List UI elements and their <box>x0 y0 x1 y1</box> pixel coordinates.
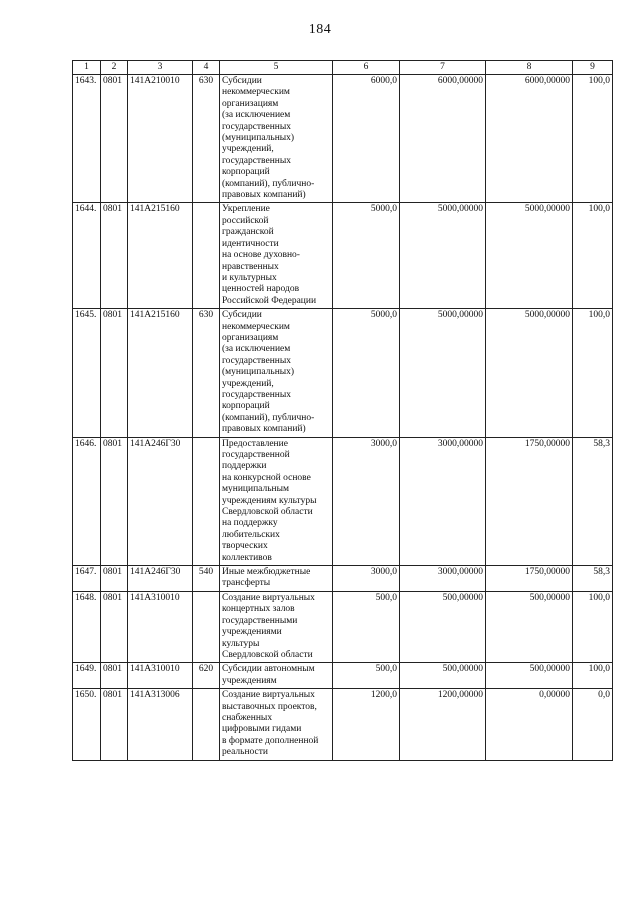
column-header: 7 <box>400 61 486 75</box>
table-row <box>73 663 613 689</box>
execution-percent: 100,0 <box>573 203 613 309</box>
section-code: 0801 <box>101 203 128 309</box>
expense-type: 540 <box>193 566 220 592</box>
planned-amount: 3000,0 <box>333 566 400 592</box>
planned-amount: 5000,0 <box>333 309 400 437</box>
target-code: 141A310010 <box>128 591 193 662</box>
execution-percent: 100,0 <box>573 591 613 662</box>
planned-amount: 500,0 <box>333 591 400 662</box>
description: Создание виртуальных концертных залов государственными учреждениями культуры Свердловской области <box>220 591 333 662</box>
executed-amount: 5000,00000 <box>486 309 573 437</box>
column-header: 6 <box>333 61 400 75</box>
expense-type <box>193 203 220 309</box>
column-header: 4 <box>193 61 220 75</box>
table-header-row <box>73 61 613 75</box>
description: Укрепление российской гражданской идентичности на основе духовно- нравственных и культурных ценностей народов Российской Федерации <box>220 203 333 309</box>
target-code: 141A313006 <box>128 689 193 760</box>
description: Предоставление государственной поддержки на конкурсной основе муниципальным учреждениям культуры Свердловской области на поддержку любительских творческих коллективов <box>220 437 333 565</box>
approved-amount: 500,00000 <box>400 663 486 689</box>
table-row <box>73 566 613 592</box>
target-code: 141A246Г30 <box>128 437 193 565</box>
section-code: 0801 <box>101 566 128 592</box>
execution-percent: 58,3 <box>573 437 613 565</box>
section-code: 0801 <box>101 689 128 760</box>
page-number: 184 <box>308 22 332 37</box>
description: Иные межбюджетные трансферты <box>220 566 333 592</box>
section-code: 0801 <box>101 591 128 662</box>
column-header: 9 <box>573 61 613 75</box>
table-row <box>73 203 613 309</box>
expense-type <box>193 689 220 760</box>
execution-percent: 0,0 <box>573 689 613 760</box>
planned-amount: 500,0 <box>333 663 400 689</box>
approved-amount: 5000,00000 <box>400 309 486 437</box>
row-number: 1643. <box>73 75 101 203</box>
execution-percent: 100,0 <box>573 309 613 437</box>
row-number: 1650. <box>73 689 101 760</box>
target-code: 141A215160 <box>128 203 193 309</box>
execution-percent: 58,3 <box>573 566 613 592</box>
column-header: 1 <box>73 61 101 75</box>
section-code: 0801 <box>101 437 128 565</box>
executed-amount: 500,00000 <box>486 663 573 689</box>
budget-table <box>72 60 613 761</box>
executed-amount: 500,00000 <box>486 591 573 662</box>
expense-type <box>193 591 220 662</box>
approved-amount: 1200,00000 <box>400 689 486 760</box>
row-number: 1647. <box>73 566 101 592</box>
row-number: 1649. <box>73 663 101 689</box>
expense-type: 620 <box>193 663 220 689</box>
planned-amount: 3000,0 <box>333 437 400 565</box>
description: Создание виртуальных выставочных проектов, снабженных цифровыми гидами в формате дополненной реальности <box>220 689 333 760</box>
target-code: 141A210010 <box>128 75 193 203</box>
column-header: 8 <box>486 61 573 75</box>
row-number: 1644. <box>73 203 101 309</box>
section-code: 0801 <box>101 75 128 203</box>
planned-amount: 5000,0 <box>333 203 400 309</box>
approved-amount: 3000,00000 <box>400 437 486 565</box>
approved-amount: 500,00000 <box>400 591 486 662</box>
executed-amount: 5000,00000 <box>486 203 573 309</box>
table-row <box>73 437 613 565</box>
description: Субсидии автономным учреждениям <box>220 663 333 689</box>
row-number: 1648. <box>73 591 101 662</box>
expense-type: 630 <box>193 309 220 437</box>
table-row <box>73 75 613 203</box>
target-code: 141A310010 <box>128 663 193 689</box>
executed-amount: 1750,00000 <box>486 566 573 592</box>
column-header: 5 <box>220 61 333 75</box>
table-row <box>73 591 613 662</box>
executed-amount: 6000,00000 <box>486 75 573 203</box>
expense-type <box>193 437 220 565</box>
approved-amount: 5000,00000 <box>400 203 486 309</box>
row-number: 1645. <box>73 309 101 437</box>
table-row <box>73 689 613 760</box>
table-row <box>73 309 613 437</box>
section-code: 0801 <box>101 663 128 689</box>
approved-amount: 3000,00000 <box>400 566 486 592</box>
description: Субсидии некоммерческим организациям (за исключением государственных (муниципальных) учреждений, государственных корпораций (компаний), публично- правовых компаний) <box>220 309 333 437</box>
planned-amount: 6000,0 <box>333 75 400 203</box>
column-header: 2 <box>101 61 128 75</box>
executed-amount: 1750,00000 <box>486 437 573 565</box>
execution-percent: 100,0 <box>573 75 613 203</box>
description: Субсидии некоммерческим организациям (за исключением государственных (муниципальных) учреждений, государственных корпораций (компаний), публично- правовых компаний) <box>220 75 333 203</box>
execution-percent: 100,0 <box>573 663 613 689</box>
target-code: 141A215160 <box>128 309 193 437</box>
planned-amount: 1200,0 <box>333 689 400 760</box>
executed-amount: 0,00000 <box>486 689 573 760</box>
section-code: 0801 <box>101 309 128 437</box>
column-header: 3 <box>128 61 193 75</box>
row-number: 1646. <box>73 437 101 565</box>
expense-type: 630 <box>193 75 220 203</box>
approved-amount: 6000,00000 <box>400 75 486 203</box>
target-code: 141A246Г30 <box>128 566 193 592</box>
